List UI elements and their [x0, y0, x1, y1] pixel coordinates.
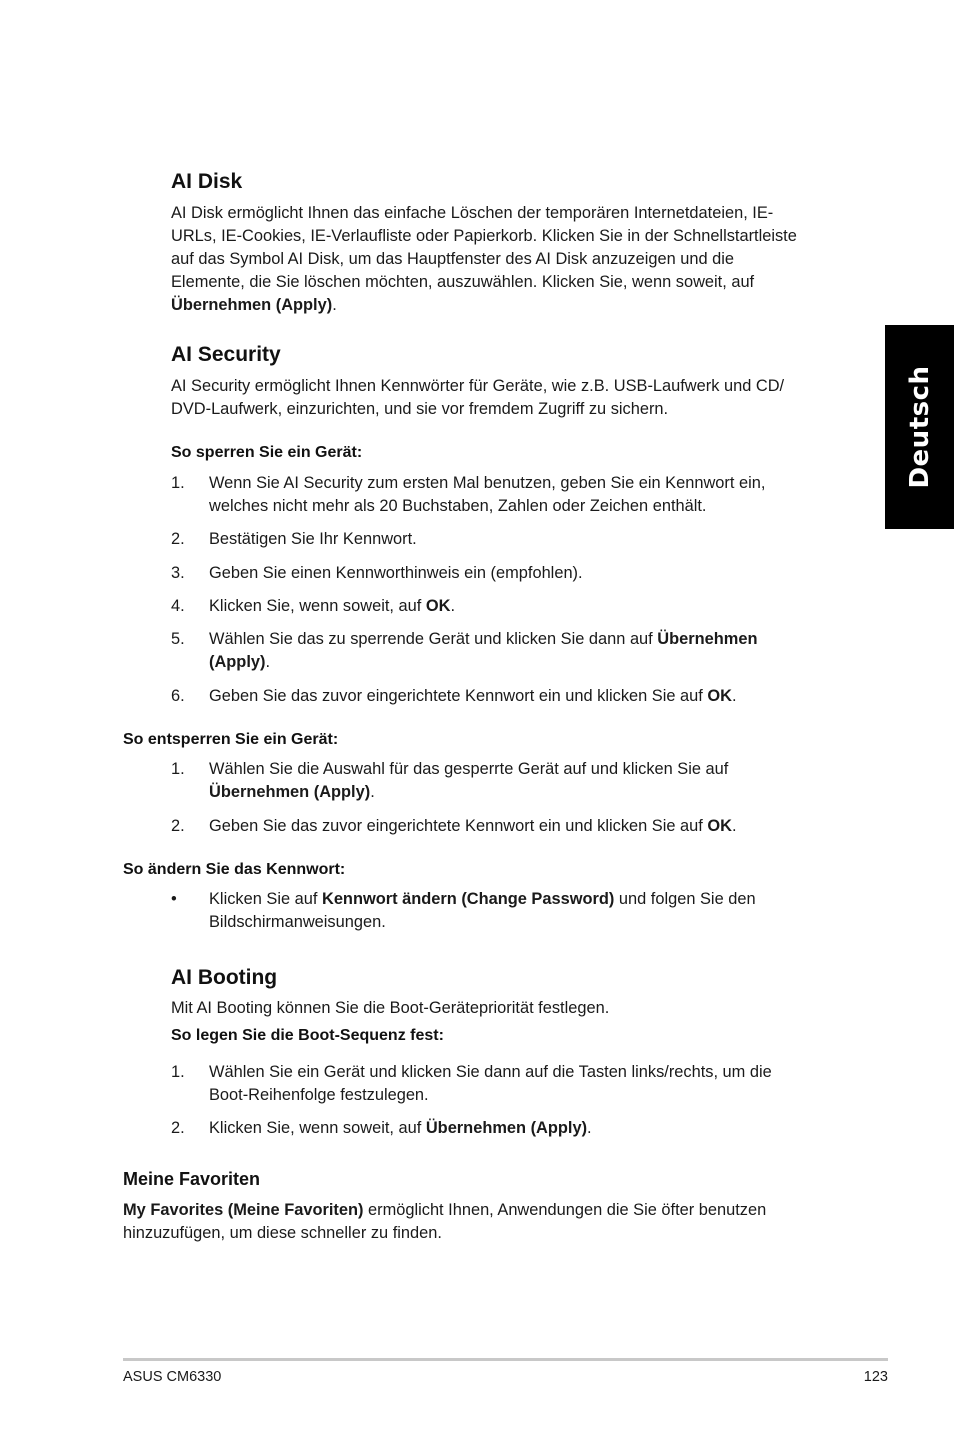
text-tail: . — [732, 817, 737, 835]
list-number: 4. — [171, 597, 185, 615]
text-head: Klicken Sie auf — [209, 890, 322, 908]
text-line — [123, 1199, 843, 1222]
list-item — [171, 472, 851, 518]
text-line: Geben Sie einen Kennworthinweis ein (empfohlen). — [209, 564, 583, 582]
text-line: Bildschirmanweisungen. — [209, 913, 386, 931]
favorites-heading: Meine Favoriten — [123, 1169, 261, 1189]
ai-disk-heading: AI Disk — [171, 170, 243, 193]
text-line: Wählen Sie ein Gerät und klicken Sie dann auf die Tasten links/rechts, um die — [209, 1063, 772, 1081]
text-line: DVD-Laufwerk, einzurichten, und sie vor fremdem Zugriff zu sichern. — [171, 400, 669, 418]
footer-divider — [123, 1358, 888, 1361]
text-tail: . — [450, 597, 455, 615]
text-line — [209, 815, 829, 838]
boot-sequence-heading: So legen Sie die Boot-Sequenz fest: — [171, 1027, 444, 1044]
text-line: Elemente, die Sie löschen möchten, auszuwählen. Klicken Sie, wenn soweit, auf — [171, 273, 755, 291]
ai-security-heading: AI Security — [171, 343, 281, 366]
favorites-description — [123, 1199, 843, 1245]
text-tail: . — [587, 1119, 592, 1137]
text-tail: . — [732, 687, 737, 705]
text-line: auf das Symbol AI Disk, um das Hauptfenster des AI Disk anzuzeigen und die — [171, 250, 735, 268]
text-head: Geben Sie das zuvor eingerichtete Kennwort ein und klicken Sie auf — [209, 687, 708, 705]
text-head: Klicken Sie, wenn soweit, auf — [209, 597, 426, 615]
bold-term: Kennwort ändern (Change Password) — [321, 890, 615, 908]
text-tail: ermöglicht Ihnen, Anwendungen die Sie öfter benutzen — [363, 1201, 767, 1219]
unlock-heading: So entsperren Sie ein Gerät: — [123, 731, 339, 748]
text-line — [209, 628, 829, 651]
page-number: 123 — [863, 1369, 888, 1385]
list-item — [171, 1061, 851, 1107]
list-number: 1. — [171, 760, 185, 778]
list-number: 1. — [171, 474, 185, 492]
text-line: Wenn Sie AI Security zum ersten Mal benutzen, geben Sie ein Kennwort ein, — [209, 474, 766, 492]
language-tab — [885, 325, 954, 529]
list-item — [171, 628, 851, 674]
list-item — [171, 815, 851, 838]
ai-booting-heading: AI Booting — [171, 966, 278, 989]
text-line — [209, 888, 829, 911]
bold-term: Übernehmen (Apply) — [171, 296, 333, 314]
lock-heading: So sperren Sie ein Gerät: — [171, 444, 363, 461]
footer-model: ASUS CM6330 — [123, 1369, 222, 1385]
text-line: Boot-Reihenfolge festzulegen. — [209, 1086, 429, 1104]
text-tail: . — [332, 296, 337, 314]
text-line: AI Security ermöglicht Ihnen Kennwörter für Geräte, wie z.B. USB-Laufwerk und CD/ — [171, 377, 785, 395]
bold-term: Übernehmen — [657, 630, 758, 648]
change-password-heading: So ändern Sie das Kennwort: — [123, 861, 346, 878]
list-number: 1. — [171, 1063, 185, 1081]
bold-term: (Apply) — [209, 653, 266, 671]
text-line — [209, 651, 829, 674]
text-line — [209, 1117, 829, 1140]
bullet: • — [171, 890, 177, 908]
list-item — [171, 528, 851, 551]
ai-disk-description — [171, 202, 851, 317]
bold-term: OK — [707, 817, 732, 835]
list-item — [171, 758, 851, 804]
text-line — [171, 294, 851, 317]
bold-term: OK — [707, 687, 732, 705]
list-item — [171, 562, 851, 585]
text-line: URLs, IE-Cookies, IE-Verlaufliste oder Papierkorb. Klicken Sie in der Schnellstartleiste — [171, 227, 797, 245]
list-number: 6. — [171, 687, 185, 705]
text-tail: . — [265, 653, 271, 671]
list-item — [171, 595, 851, 618]
text-line — [209, 685, 829, 708]
text-head: Wählen Sie das zu sperrende Gerät und klicken Sie dann auf — [209, 630, 658, 648]
list-number: 2. — [171, 530, 185, 548]
text-line — [209, 595, 829, 618]
text-head: Klicken Sie, wenn soweit, auf — [209, 1119, 426, 1137]
text-line: hinzuzufügen, um diese schneller zu finden. — [123, 1224, 442, 1242]
text-tail: und folgen Sie den — [614, 890, 756, 908]
text-line: AI Disk ermöglicht Ihnen das einfache Löschen der temporären Internetdateien, IE- — [171, 204, 774, 222]
list-number: 2. — [171, 817, 185, 835]
list-number: 5. — [171, 630, 185, 648]
ai-booting-description: Mit AI Booting können Sie die Boot-Gerätepriorität festlegen. — [171, 999, 610, 1017]
text-head: Geben Sie das zuvor eingerichtete Kennwort ein und klicken Sie auf — [209, 817, 708, 835]
text-line: Bestätigen Sie Ihr Kennwort. — [209, 530, 417, 548]
bold-term: Übernehmen (Apply) — [425, 1119, 588, 1137]
ai-security-description — [171, 375, 851, 421]
list-number: 2. — [171, 1119, 185, 1137]
list-item — [171, 1117, 851, 1140]
bold-term: OK — [425, 597, 451, 615]
language-tab-label: Deutsch — [904, 365, 935, 489]
text-tail: . — [370, 783, 375, 801]
list-item — [171, 888, 851, 934]
list-item — [171, 685, 851, 708]
bold-term: Übernehmen (Apply) — [209, 783, 371, 801]
list-number: 3. — [171, 564, 185, 582]
text-line: Wählen Sie die Auswahl für das gesperrte Gerät auf und klicken Sie auf — [209, 760, 729, 778]
bold-term: My Favorites (Meine Favoriten) — [123, 1201, 364, 1219]
text-line — [209, 781, 829, 804]
text-line: welches nicht mehr als 20 Buchstaben, Zahlen oder Zeichen enthält. — [209, 497, 707, 515]
